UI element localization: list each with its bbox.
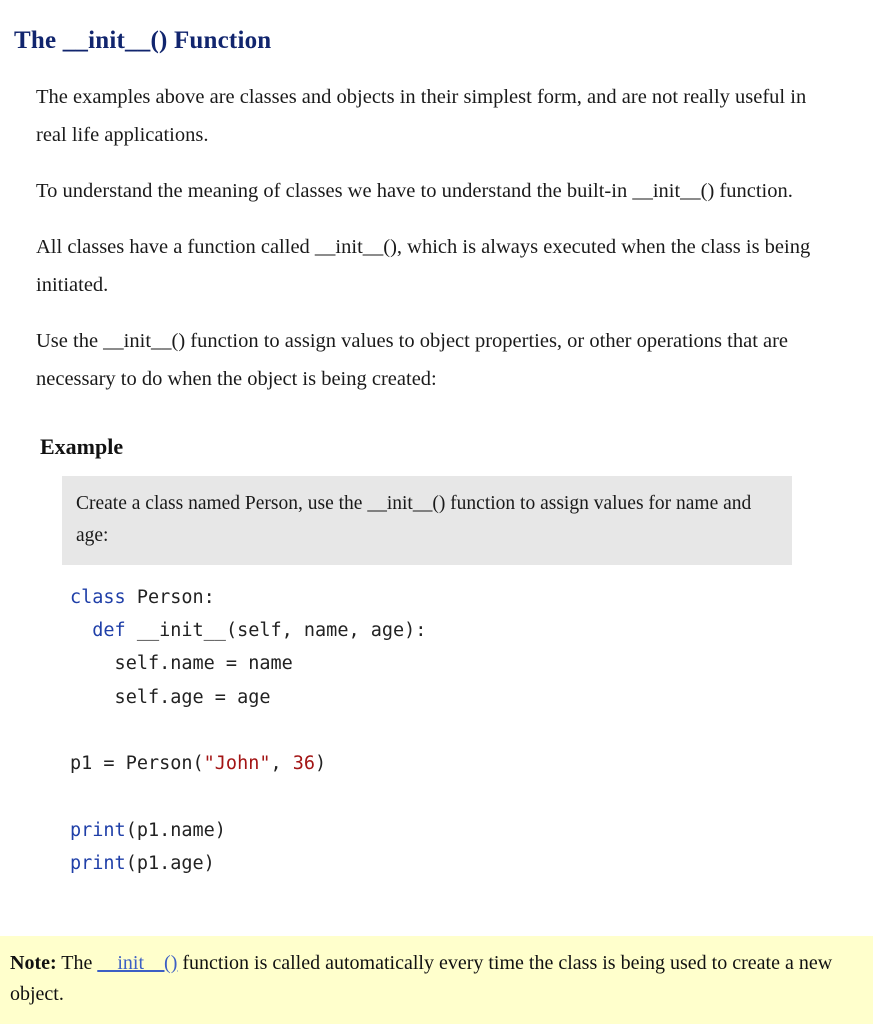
note-link-init[interactable]: __init__() [97, 952, 178, 974]
note-text-after: function is called automatically every time the class is being used to create a new object. [10, 952, 833, 1005]
code-number-36: 36 [292, 753, 316, 775]
paragraph-2: To understand the meaning of classes we have to understand the built-in __init__() function. [36, 179, 793, 202]
document-body [0, 79, 873, 398]
code-string-john: "John" [203, 753, 271, 775]
paragraph-3: All classes have a function called __init__(), which is always executed when the class is being initiated. [36, 235, 811, 296]
code-line-5-pre: p1 = Person( [70, 753, 204, 775]
note-text-before: The [56, 952, 98, 974]
code-line-1-rest: Person: [125, 586, 215, 608]
code-sample [62, 565, 792, 887]
code-line-3: self.name = name [70, 653, 293, 675]
code-line-4: self.age = age [70, 686, 271, 708]
note-label: Note: [10, 952, 57, 974]
example-description: Create a class named Person, use the __init__() function to assign values for name and age: [62, 476, 792, 564]
code-fn-print-2: print [70, 853, 126, 875]
code-line-7-rest: (p1.age) [125, 853, 215, 875]
code-keyword-def: def [92, 620, 126, 642]
code-keyword-class: class [70, 586, 126, 608]
example-heading: Example [40, 434, 124, 460]
example-block [62, 476, 792, 886]
code-line-5-post: ) [315, 753, 327, 775]
note-banner [0, 936, 873, 1024]
code-line-2-rest: __init__(self, name, age): [125, 620, 427, 642]
paragraph-1: The examples above are classes and objects in their simplest form, and are not really useful in real life applications. [36, 86, 807, 146]
paragraph-4: Use the __init__() function to assign values to object properties, or other operations that are necessary to do when the object is being created: [36, 329, 789, 390]
page-title: The __init__() Function [14, 27, 272, 54]
code-line-6-rest: (p1.name) [125, 819, 226, 841]
code-line-5-mid: , [270, 753, 293, 775]
code-fn-print-1: print [70, 819, 126, 841]
